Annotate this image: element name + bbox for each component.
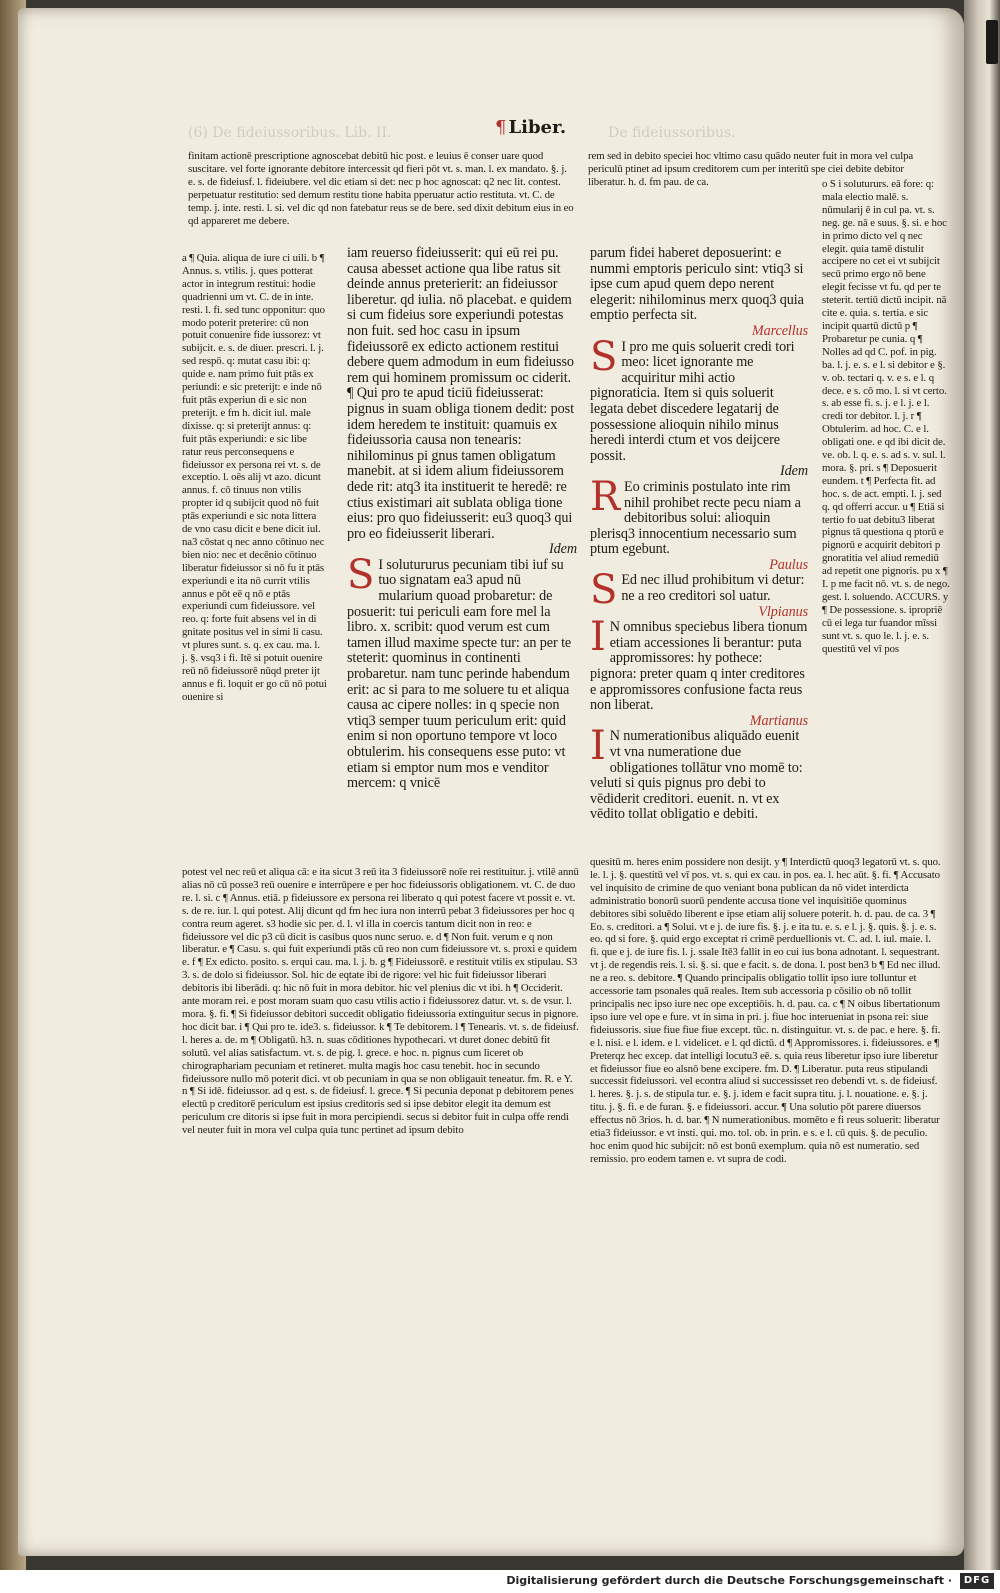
page-right-edge	[964, 0, 1000, 1570]
gloss-column-d: o S i solutururs. eā fore: q: mala electio malē. s. nūmularij ē in cul pa. vt. s. neg. ge. nā e suus. §. si. e hoc in primo dicto vel q nec elegit. quia tamē distulit accipere no cet ei vt subijcit secū primo ergo nō bene elegit fecisse vt fu. qd per te steterit. tertiū dictū incipit. nā cite e. quia. s. tertia. e sic incipit quartū dictū p ¶ Probaretur pe cunia. q ¶ Nolles ad qd C. pof. in pig. ba. l. j. e. s. e l. si debitor e §. v. ob. tectari q. v. e s. e l. q dece. e s. cō mo. l. si vt certo. s. ab esse fi. s. j. e l. j. e l. credi tor debitor. l. j. r ¶ Obtulerim. ad hoc. C. e l. obligati one. e qd ibi dicit de. ve. ob. l. q. e. s. ad s. v. sul. l. mora. §. pri. s ¶ Deposuerit eundem. t ¶ Perfecta fit. ad hoc. s. de act. empti. l. j. sed q. qd offerri accur. u ¶ Etiā si tertio fo uat debitu3 liberat pignus tā questiona q ptorū e pignorū e acquirit debitori p gnoratitia vel aliud remediū ad repetit one pignoris. pu x ¶ I. p me facit nō. vt. s. de nego. gest. l. soluendo. ACCURS. y ¶ De possessione. s. ipropriē cū ei lega tur fuandor mīssi sunt vt. s. quo le. l. j. e. s. questitū vel vī pos	[822, 178, 950, 655]
paragraph-c0: parum fidei haberet deposuerint: e nummi emptoris periculo sint: vtiq3 si ipse cum apud quem depo nerent elegerit: nihilominus merx quoq3 quia emptio perfecta sit.	[590, 246, 804, 324]
signature-idem: Idem	[549, 541, 577, 558]
footer-bar	[0, 1570, 1000, 1593]
initial-s: S	[347, 551, 375, 598]
paragraph-b2: S I solutururus pecuniam tibi iuf su tuo signatam ea3 apud nū mularium quoad probaretur: de posuerit: tui periculi eam fore mel la libro. x. scribit: quod verum est cum tamen illud maxime specte tur: an per te steterit: quominus in continenti probaretur. nam tunc perinde habendum erit: ac si para to me soluere tu et aliqua causa ac cipere nolles: in q specie non vtiq3 semper tuum periculum erit: quid enim si non oportuno tempore vt loco obtulerim. his consequens esse puto: vt etiam si emptor num mos e venditor mercem: q vnicē	[347, 551, 572, 792]
bleed-through-left: (6) De fideiussoribus. Lib. II.	[188, 125, 392, 141]
scanner-clamp	[986, 20, 998, 64]
initial-i: I	[590, 614, 606, 661]
paragraph-c5: I N numerationibus aliquādo euenit vt vna numeratione due obligationes tollātur vno momē to: veluti si quis pignus pro debi to vēdiderit creditori. euenit. n. vt ex vēdito tollat obligatio e debiti.	[590, 723, 803, 823]
signature-martianus: Martianus	[749, 712, 808, 729]
initial-i: I	[590, 723, 606, 770]
footer-credit: Digitalisierung gefördert durch die Deutsche Forschungsgemeinschaft ·	[506, 1574, 952, 1587]
initial-s: S	[590, 567, 618, 614]
bottom-gloss-right: quesitū m. heres enim possidere non desijt. y ¶ Interdictū quoq3 legatorū vt. s. quo. le. l. j. §. questitū vel vī pos. vt. s. qui ex cau. in pos. ea. l. hec aūt. §. fi. ¶ Accusato vel inquisito de crimine de quo veniant bona publican da nō videt interdicta administratio bonorū suorū pendente accusa tione vel inquisitiōe quominus debitores sibi soluēdo liberent e ipse etiam alij soluere poterit. h. d. pau. de ca. 3 ¶ Eo. s. creditori. a ¶ Solui. vt e j. de iure fis. §. j. e ita tu. e. s. e l. j. §. quis. §. j. e. s. eo. qd si fore. §. quid ergo exceptat ri crimē perduellionis vt. C. ad. l. iul. maie. l. fi. que e j. de iure fis. l. j. ssale Itē3 fallit in eo cui ius bona adnotant. l. sequestrant. vt j. de regendis reis. l. si. §. si. que e facit. s. de dona. l. post ben3 b ¶ Ed nec illud. ne a reo. s. debitore. ¶ Quando principalis obligatio tollit ipso iure tolluntur et accessorie tam psonales quā reales. Item sub accessoria p cōsilio ob nō tollit principalis nec ipso iure nec ope exceptiōis. h. d. pau. ca. c ¶ N oibus libertationum ipso iure vel ope e fure. vt in sima in pri. j. fiue hoc interueniat in psona rei: siue fideiussoris. siue fiue fiue fiue except. tūc. n. distinguitur. vt. s. de pac. e here. §. fi. e l. nisi. e l. idem. e l. videlicet. e l. qd dictū. d ¶ Appromissores. i. fideiussores. e ¶ Preterqz hec excep. dat intelligi locutu3 eē. s. quia reus liberetur ipso iure liberetur et fideiussor fiue eo alsnō bene excipere. fm. D. ¶ Liberatur. puta reus stipulandi successit fideiussori. vel econtra aliud si successisset reo debendi vt. s. de fideiusf. l. heres. §. j. s. de stipula tur. e. §. j. idem e facit supra titu. j. l. nouatione. e. §. j. titu. j. §. fi. e de furan. §. e fideiussori. accur. ¶ Una solutio pōt parere diuersos effectus nō 3rios. h. d. bar. ¶ N numerationibus. momēto e fi reus soluerit: liberatur etia3 fideiussor. e vt insti. qui. mo. tol. ob. in prin. e s. e l. cū quis. §. de peculio. hoc enim quod hic subijcit: nō est bonū exemplum. quia nō est numeratio. sed remissio. pro eodem tamen e. vt supra de codi.	[590, 856, 941, 1165]
top-gloss-left: finitam actionē prescriptione agnoscebat debitū hic post. e leuius ē conser uare quod suscitare. vel forte ignorante debitore intercessit qd fieri pōt vt. s. man. l. ex mandato. §. j. e. s. de fideiusf. l. fideiubere. vel dic etiam si det: nec p hoc agnoscat: q2 nec lit. contest. perpetuatur restitutio: sed demum restitu tione habita pperuatur actio restituta. vt. C. de temp. j. inte. resti. l. si. vel dic qd non fatebatur reus se de bere. sed dixit debitum eius in eo qd appareret me debere.	[188, 150, 574, 227]
initial-s: S	[590, 333, 618, 380]
top-gloss-right: rem sed in debito speciei hoc vltimo casu quādo neuter fuit in mora vel culpa periculū ptinet ad ipsum creditorem cum per interitū spe ciei debite debitor liberatur. h. d. fm pau. de ca.	[588, 150, 914, 188]
paragraph-b1: iam reuerso fideiusserit: qui eū rei pu. causa abesset actione qua libe ratus sit deinde annus preterierit: an fideiussor liberetur. qd iulia. nō placebat. e quidem si cum fideius sore experiundi potestas non fuit. sed hoc casu in ipsum fideiussorē ex edicto actionem restitui debere quem admodum in eum fideiusso rem qui hominem promissum oc ciderit. ¶ Qui pro te apud ticiū fideiusserat: pignus in suam obliga tionem dedit: post idem heredem te instituit: quamuis ex fideiussoria causa non tenearis: nihilominus pi gnus tamen obligatum manebit. at si idem alium fideiussorem dede rit: atq3 ita instituerit te heredē: re ctius existimari ait sublata obliga tione eius: pro quo fideiusserit: eu3 quoq3 qui pro eo fideiusserit liberari.	[347, 246, 574, 542]
text-column-c	[590, 246, 808, 846]
bottom-gloss-left: potest vel nec reū et aliqua cā: e ita sicut 3 reū ita 3 fideiussorē noīe rei restituitur. j. vtilē annū alias nō cū posse3 reū ouenire e interrūpere e per hoc fideiussoris obligationem. vt. C. de duo re. l. si. c ¶ Annus. etiā. p fideiussore ex persona rei liberato q qui potest facere vt possit e. vt. s. de re. iur. l. qui potest. Alij dicunt qd fm hec iura non interrū pebat 3 fideiussores per hoc q contra reum ageret. s3 hodie sic per. d. l. vl illa in coercis tantum dicit non in reo: e fideiussore vel dic p3 cū dicit is casibus quos nunc seruo. e. d ¶ Non fuit. verum e q non liberatur. e ¶ Casu. s. qui fuit experiundi ptās cū reo non cum fideiussore vt. s. proxi e quidem e. f ¶ Ex edicto. posito. s. erqui cau. ma. l. j. b. g ¶ Fideiussorē. e restituit vtilis ex stipulau. S3 3. s. de dolo si fideiussor. Sol. hic de eqtate ibi de rigore: vel hic fuit fideiussor liberari debitoris ibi liberādi. q: hic nō fuit in mora debitor. hic vel plenius dic vt ibi. h ¶ Occiderit. ante moram rei. e post moram suam quo casu vtilis actio i fideiussorez datur. vt. s. de vsur. l. mora. §. fi. ¶ Si fideiussor debitori succedit obligatio fideiussoria extinguitur secus in pignore. hoc dicit bar. i ¶ Qui pro te. ide3. s. fideiussor. k ¶ Te debitorem. l ¶ Tenearis. vt. s. de fideiusf. l. heres a. de. m ¶ Obligatū. h3. n. suas cōditiones hypothecari. vt duret donec debitū fit solutū. vel alias satisfactum. vt. s. de pig. l. grece. e hoc. n. pignus cum liceret ob chirographariam pecuniam et retineret. multa magis hoc casu tenebit. hoc in secundo fideiussore nullo mō poterit dici. vt ob pecuniam in qua se non obligauit teneatur. fm. R. e Y. n ¶ Si idē. fideiussor. ad q est. s. de fideiusf. l. grece. ¶ Si pecunia deponat p debitorem penes electū p creditorē periculum est ipsius creditoris sed si ipse debitor elegit ita demum est periculum cre ditoris si ipse fuit in mora percipiendi. secus si debitor fuit in culpa offe rendi vel neuter fuit in mora vel culpa quia tunc pertinet ad ipsum debito	[182, 866, 579, 1137]
signature-idem: Idem	[780, 463, 808, 480]
paragraph-c1: S I pro me quis soluerit credi tori meo: licet ignorante me acquiritur mihi actio pignoraticia. Item si quis soluerit legata debet discedere legatarij de possessione alioquin nihilo minus heredi interdi ctum et vos deijcere possit.	[590, 333, 795, 464]
dfg-logo: DFG	[960, 1573, 994, 1589]
bleed-through-right: De fideiussoribus.	[608, 125, 736, 141]
initial-r: R	[590, 473, 621, 520]
running-head	[495, 117, 566, 138]
text-column-b	[347, 246, 577, 866]
pilcrow-icon: ¶	[495, 117, 507, 138]
signature-marcellus: Marcellus	[751, 322, 808, 339]
gloss-column-a: a ¶ Quia. aliqua de iure ci uili. b ¶ Annus. s. vtilis. j. ques potterat actor in integrum restitui: hodie quadrienni um vt. C. de in inte. resti. l. fi. sed tunc opponitur: quo modo poterit preterire: cū non potuit conuenire fide iussorez: vt subijcit. e. s. de diuer. prescri. l. j. sed respō. q: mutat casu ibi: q: quide e. nam primo fuit ptās ex periundi: e sic preterijt: e inde nō fuit ptās experiun di e sic non preterijt. e fm h. dicit iul. male dixisse. q: si preterijt annus: q: fuit ptās experiundi: e sic libe ratur reus perconsequens e fideiussor ex persona rei vt. s. de exceptio. l. oēs alij vt azo. dicunt annus. f. cō tinuus non vtilis propter id q subijcit quod nō fuit ptās experiundi e sic nota littera de vno casu dicit e bene dicit iul. na3 cōstat q nec anno cōtinuo nec bien nio: nec et decēnio cōtinuo liberatur fideiussor si nō fu it ptās experiundi e ita nō currit vtilis annus e pōt eē q nō e ptās experiundi cum fideiussore. vel reo. q: forte fuit absens vel in di gnitate positus vel in simi li casu. vt plures sunt. s. q. ex cau. ma. l. j. §. vsq3 i fi. Itē si potuit ouenire reū nō fideiussorē nūqd preter ijt annus e fi. loquit er go cū nō potui ouenire si	[182, 252, 327, 703]
paragraph-c3: S Ed nec illud prohibitum vi detur: ne a reo creditori sol uatur.	[590, 567, 805, 614]
paragraph-c4: I N omnibus speciebus libera tionum etiam accessiones li berantur: puta appromissores: hy pothece: pignora: preter quam q inter creditores e appromissores confusione facta reus non liberat.	[590, 614, 808, 714]
paragraph-c2: R Eo criminis postulato inte rim nihil prohibet recte pecu niam a debitoribus solui: alioquin plerisq3 innocentium necessario sum ptum egebunt.	[590, 473, 801, 558]
running-head-title: Liber.	[508, 117, 567, 138]
signature-paulus: Paulus	[769, 556, 808, 573]
signature-vlpianus: Vlpianus	[758, 603, 808, 620]
